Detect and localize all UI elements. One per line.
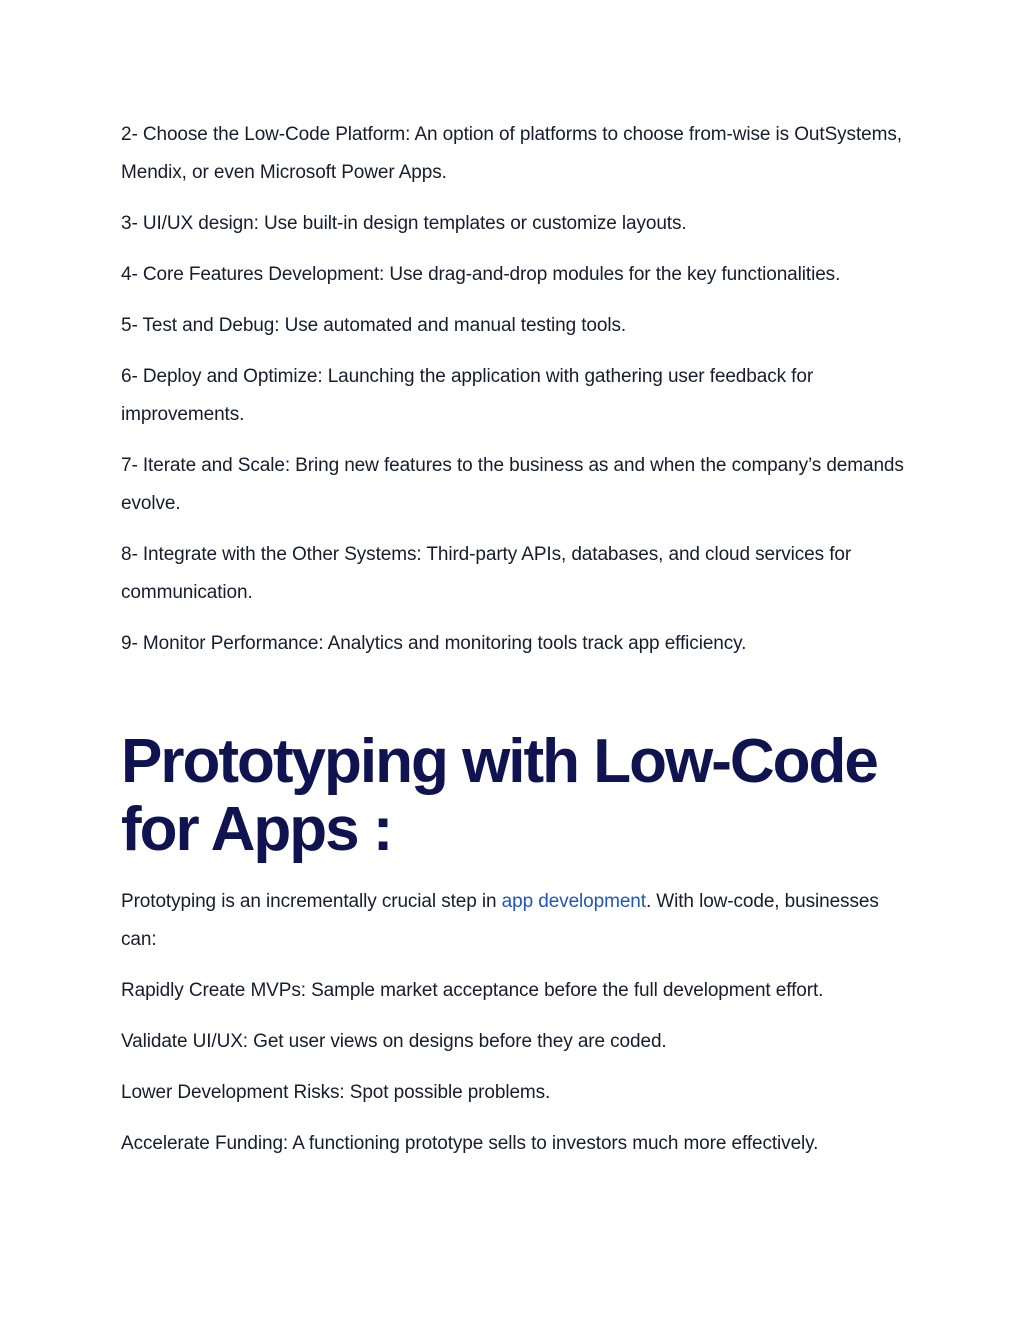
benefit-item: Validate UI/UX: Get user views on designs before they are coded.	[121, 1031, 667, 1052]
step-item: 9- Monitor Performance: Analytics and monitoring tools track app efficiency.	[121, 633, 747, 654]
steps-list	[121, 116, 911, 676]
section-body	[121, 883, 911, 1176]
step-item: 3- UI/UX design: Use built-in design templates or customize layouts.	[121, 213, 687, 234]
step-item: 7- Iterate and Scale: Bring new features to the business as and when the company’s demands evolve.	[121, 455, 904, 514]
section-heading: Prototyping with Low-Code for Apps :	[121, 727, 877, 864]
benefit-item: Rapidly Create MVPs: Sample market acceptance before the full development effort.	[121, 980, 824, 1001]
step-item: 6- Deploy and Optimize: Launching the application with gathering user feedback for improvements.	[121, 366, 814, 425]
step-item: 4- Core Features Development: Use drag-and-drop modules for the key functionalities.	[121, 264, 841, 285]
intro-paragraph	[121, 883, 911, 959]
step-item: 8- Integrate with the Other Systems: Third-party APIs, databases, and cloud services for communication.	[121, 544, 852, 603]
intro-text-before: Prototyping is an incrementally crucial step in	[121, 891, 502, 912]
app-development-link[interactable]: app development	[501, 891, 646, 912]
step-item: 2- Choose the Low-Code Platform: An option of platforms to choose from-wise is OutSystems, Mendix, or even Microsoft Power Apps.	[121, 124, 902, 183]
benefit-item: Accelerate Funding: A functioning prototype sells to investors much more effectively.	[121, 1133, 819, 1154]
intro-text-after: . With low-code, businesses can:	[121, 891, 879, 950]
benefit-item: Lower Development Risks: Spot possible problems.	[121, 1082, 551, 1103]
step-item: 5- Test and Debug: Use automated and manual testing tools.	[121, 315, 627, 336]
